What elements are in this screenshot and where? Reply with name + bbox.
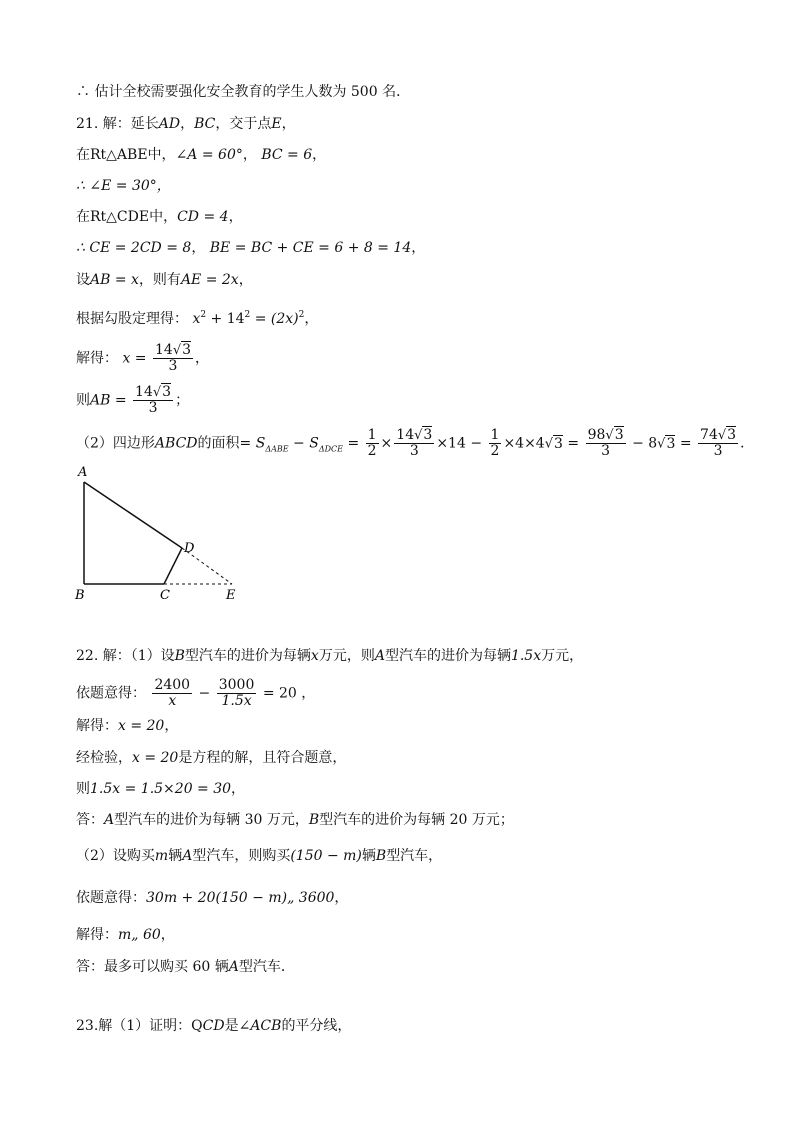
label-C: C [160,588,170,603]
q23-line-1 [76,1016,351,1036]
q22-line-1 [76,646,583,666]
denominator: 3 [168,358,178,374]
text: 万元， [541,648,584,664]
q21-line-3 [76,176,171,196]
math: S [309,435,319,452]
math: AB = x [90,272,139,288]
math: m„ 60 [118,927,161,943]
text: 在Rt△CDE中， [76,209,178,225]
denominator: 3 [148,400,158,416]
math: 30m + 20(150 − m)„ 3600 [146,890,335,906]
text: 型汽车， [386,848,443,864]
q21-line-1 [76,114,296,134]
text: ∴ 估计全校需要强化安全教育的学生人数为 500 名． [76,84,411,100]
numerator: 3000 [218,677,255,693]
denominator: 3 [713,443,723,459]
text: 则 [76,392,90,409]
text: 辆 [361,848,376,864]
math: = [239,435,252,452]
superscript: 2 [200,310,207,320]
math: BE = BC + CE = 6 + 8 = 14 [209,240,412,256]
text: 是 [224,1018,239,1034]
denominator: x [168,693,177,709]
radicand: 3 [614,427,624,443]
fraction [586,428,626,459]
math: ×14 − [436,435,483,452]
q21-line-8 [76,343,209,374]
geometry-diagram [70,462,270,607]
text: ， [242,147,257,163]
numerator: 1 [490,427,500,443]
numerator: 14 [154,342,173,358]
math: = (2x) [250,311,299,327]
subscript: ΔABE [265,444,289,454]
text: ． [740,435,755,452]
text: 解得： [76,718,118,734]
sqrt-icon: √ [605,428,614,443]
math: x [192,311,201,327]
numerator: 14 [135,384,153,400]
q22-line-9 [76,925,175,945]
text: （2）设购买 [76,848,155,864]
label-E: E [226,588,236,603]
fraction [152,678,192,709]
math: = [347,435,360,452]
text: 万元，则 [318,648,375,664]
q21-line-9 [76,385,189,416]
text: 是方程的解，且符合题意， [178,750,347,766]
text: ， [281,116,296,132]
text: 型汽车，则购买 [192,848,291,864]
sqrt-icon: √ [544,436,554,452]
text: ，交于点 [215,116,272,132]
q21-line-2 [76,145,326,165]
text: 21. 解：延长 [76,116,159,132]
fraction [133,385,173,416]
math: AB = [90,392,127,409]
side-DA [84,482,182,548]
var: E [271,116,282,132]
side-CD [164,548,182,584]
math: = [679,435,692,452]
text: ， [411,240,426,256]
text: 依题意得： [76,890,146,906]
q21-line-4 [76,207,243,227]
text: 的平分线， [281,1018,352,1034]
var: B [375,848,387,864]
radicand: 3 [554,435,563,452]
q22-line-3 [76,716,178,736]
sqrt-icon: √ [414,428,423,443]
text: 经检验， [76,750,132,766]
text: 23.解（1）证明： [76,1018,192,1034]
sqrt-icon: √ [152,385,162,400]
numerator: 98 [587,427,606,443]
math: (150 − m) [290,848,362,864]
var: 1.5x [510,648,542,664]
text: 型汽车的进价为每辆 [184,648,311,664]
radicand: 3 [162,384,172,400]
text: 在Rt△ABE中， [76,147,176,163]
text: ， [334,890,349,906]
label-D: D [184,541,195,556]
math: − [198,685,211,702]
subscript: ΔDCE [318,444,343,454]
text: ， [195,350,210,367]
fraction [489,428,502,459]
label-A: A [78,465,88,480]
text: 答：最多可以购买 60 辆 [76,959,229,975]
math: = [567,435,580,452]
text: 解得： [76,927,118,943]
text: 型汽车的进价为每辆 20 万元； [319,812,514,828]
numerator: 14 [396,427,415,443]
math: ∠ACB [238,1018,282,1034]
math: = 20 ， [262,685,316,702]
var: A [104,812,115,828]
text: 辆 [168,848,183,864]
superscript: 2 [298,310,305,320]
text: 的面积 [197,435,240,452]
math: x = 20 [132,750,179,766]
var: AD [158,116,181,132]
sqrt-icon: √ [657,436,666,452]
numerator: 1 [367,427,377,443]
because-symbol: Q [191,1018,203,1034]
math: − 8 [632,435,658,452]
math: ∴ ∠E = 30°， [76,178,171,194]
math: + 14 [206,311,245,327]
math: ×4×4 [503,435,545,452]
math: BC = 6 [261,147,313,163]
denominator: 2 [367,443,377,459]
numerator: 2400 [154,677,191,693]
radicand: 3 [727,427,737,443]
denominator: 3 [601,443,611,459]
math: AE = 2x [180,272,239,288]
text: 型汽车． [238,959,295,975]
math: x = 20 [118,718,165,734]
text: ， [191,240,206,256]
text: ， [231,781,246,797]
q22-line-8 [76,888,348,908]
text: ， [160,927,175,943]
text: ，则有 [138,272,181,288]
var: A [374,648,385,664]
text: （2）四边形 [76,435,155,452]
text: ； [175,392,190,409]
conclusion-line-20 [76,82,410,102]
superscript: 2 [244,310,251,320]
text: ， [238,272,253,288]
radicand: 3 [666,435,676,452]
math: 1.5x = 1.5×20 = 30 [90,781,232,797]
text: 答： [76,812,104,828]
q22-line-4 [76,748,346,768]
fraction [366,428,379,459]
var: B [308,812,320,828]
text: ， [164,718,179,734]
math: × [380,435,393,452]
text: 22. 解：（1）设 [76,648,175,664]
sqrt-icon: √ [172,343,182,358]
fraction [217,678,257,709]
math: ∠A = 60° [175,147,243,163]
text: 型汽车的进价为每辆 30 万元， [114,812,309,828]
sqrt-icon: √ [717,428,727,443]
math: CD = 4 [177,209,229,225]
denominator: 2 [490,443,500,459]
q21-line-7 [76,305,318,329]
text: 设 [76,272,90,288]
q22-line-7 [76,846,442,866]
q21-line-6 [76,270,253,290]
var: BC [194,116,216,132]
math: x = [122,350,147,367]
var: x [310,648,319,664]
text: ， [180,116,195,132]
math: CD [202,1018,225,1034]
fraction [698,428,738,459]
q22-line-2 [76,678,315,709]
text: 型汽车的进价为每辆 [384,648,511,664]
denominator: 1.5x [221,693,252,709]
q22-line-5 [76,779,245,799]
math: ∴ CE = 2CD = 8 [76,240,192,256]
label-B: B [75,588,85,603]
text: 根据勾股定理得： [76,311,188,327]
text: ， [304,311,319,327]
fraction [153,343,193,374]
var: A [182,848,193,864]
var: m [154,848,169,864]
math: S [255,435,266,452]
q22-line-6 [76,810,514,830]
text: 解得： [76,350,118,367]
radicand: 3 [423,427,433,443]
text: 依题意得： [76,685,146,702]
math: ABCD [154,435,198,452]
var: B [174,648,185,664]
fraction [394,428,434,459]
radicand: 3 [182,342,192,358]
math: − [293,435,305,452]
q21-line-5 [76,238,425,258]
var: A [228,959,239,975]
text: ， [228,209,243,225]
q22-line-10 [76,957,295,977]
text: ， [312,147,327,163]
denominator: 3 [409,443,419,459]
numerator: 74 [700,427,718,443]
q21-part2-area [76,428,754,460]
text: 则 [76,781,90,797]
